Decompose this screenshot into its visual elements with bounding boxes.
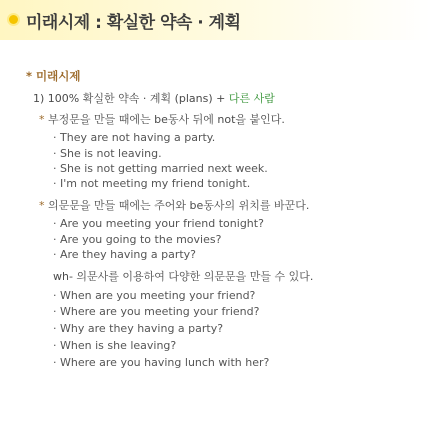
wh-example: · Where are you having lunch with her? bbox=[53, 356, 270, 369]
negative-example: · She is not getting married next week. bbox=[53, 162, 268, 175]
question-note-text: 의문문을 만들 때에는 주어와 be동사의 위치를 바꾼다. bbox=[48, 199, 310, 212]
negative-note bbox=[39, 113, 285, 127]
wh-example: · When are you meeting your friend? bbox=[53, 289, 256, 302]
negative-note-text: 부정문을 만들 때에는 be동사 뒤에 not을 붙인다. bbox=[48, 113, 285, 126]
section-label: 미래시제 bbox=[36, 69, 81, 83]
negative-example: · They are not having a party. bbox=[53, 131, 216, 144]
wh-example: · Where are you meeting your friend? bbox=[53, 305, 260, 318]
item-1 bbox=[33, 92, 275, 106]
section-bullet: * bbox=[26, 69, 33, 83]
question-bullet: * bbox=[39, 199, 45, 212]
section-heading bbox=[26, 69, 80, 83]
negative-bullet: * bbox=[39, 113, 45, 126]
question-example: · Are they having a party? bbox=[53, 248, 197, 261]
negative-example: · I'm not meeting my friend tonight. bbox=[53, 177, 251, 190]
title-bullet-icon bbox=[9, 15, 18, 24]
question-example: · Are you going to the movies? bbox=[53, 233, 222, 246]
title-bar bbox=[0, 0, 430, 40]
page-title: 미래시제 : 확실한 약속 · 계획 bbox=[26, 13, 241, 33]
question-note bbox=[39, 199, 309, 213]
item-1-prefix: 1) 100% 확실한 약속 · 계획 (plans) + bbox=[33, 92, 226, 105]
question-example: · Are you meeting your friend tonight? bbox=[53, 217, 264, 230]
wh-note: wh- 의문사를 이용하여 다양한 의문문을 만들 수 있다. bbox=[53, 270, 314, 283]
item-1-accent: 다른 사람 bbox=[228, 92, 275, 105]
wh-example: · Why are they having a party? bbox=[53, 322, 224, 335]
wh-example: · When is she leaving? bbox=[53, 339, 177, 352]
negative-example: · She is not leaving. bbox=[53, 147, 162, 160]
